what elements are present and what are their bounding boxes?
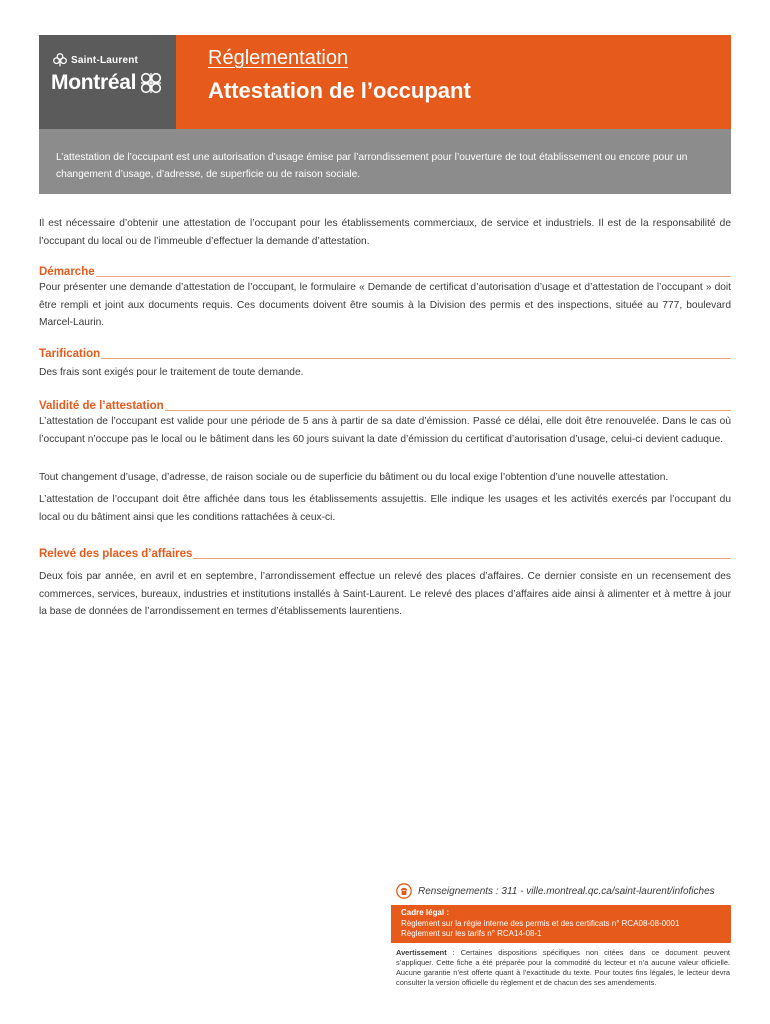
section-title-demarche [39,263,731,279]
phone-icon [396,883,412,899]
logo-small [53,53,138,67]
validite-paragraph-3: L’attestation de l’occupant doit être affichée dans tous les établissements assujettis. Elle indique les usages et les activités exercés par l’occupant du local ou du bâtiment ainsi que les conditions rattachées à ceux-ci. [39,494,731,523]
releve-paragraph: Deux fois par année, en avril et en septembre, l’arrondissement effectue un relevé des places d’affaires. Ce dernier consiste en un recensement des commerces, services, bureaux, industries et institutions installés à Saint-Laurent. Le relevé des places d’affaires aide ainsi à alimenter et à mettre à jour la base de données de l’arrondissement en termes d’établissements laurentiens. [39,571,731,617]
logo-main-text: Montréal [51,71,137,94]
section-divider [96,276,731,277]
montreal-flower-icon [139,71,163,95]
section-divider [193,558,731,559]
page-title: Attestation de l’occupant [208,78,471,103]
logo-main [51,71,163,95]
contact-row [396,883,715,899]
flower-small-icon [53,53,67,67]
legal-title: Cadre légal : [401,908,450,917]
warning-label: Avertissement [396,948,447,957]
tarification-paragraph: Des frais sont exigés pour le traitement de toute demande. [39,367,304,378]
section-title-tarification [39,345,731,361]
section-title-text: Tarification [39,348,101,360]
legal-line-2: Règlement sur les tarifs n° RCA14-08-1 [401,929,542,938]
validite-paragraph-2: Tout changement d’usage, d’adresse, de raison sociale ou de superficie du bâtiment ou du local exige l’obtention d’une nouvelle attestation. [39,472,669,483]
warning-text [396,948,730,988]
section-divider [165,410,731,411]
section-title-releve [39,545,731,561]
section-title-validite [39,397,731,413]
section-title-text: Relevé des places d’affaires [39,548,193,560]
demarche-paragraph: Pour présenter une demande d’attestation de l’occupant, le formulaire « Demande de certificat d’autorisation d’usage et d’attestation de l’occupant » doit être rempli et joint aux documents requis. Ces documents doivent être soumis à la Division des permis et des inspections, située au 777, boulevard Marcel-Laurin. [39,282,731,328]
lead-paragraph: Il est nécessaire d’obtenir une attestation de l’occupant pour les établissements commerciaux, de service et industriels. Il est de la responsabilité de l’occupant du local ou de l’immeuble d’effectuer la demande d’attestation. [39,218,731,247]
intro-box: L’attestation de l’occupant est une autorisation d’usage émise par l’arrondissement pour l’ouverture de tout établissement ou encore pour un changement d’usage, d’adresse, de superficie ou de raison sociale. [39,129,731,194]
logo-small-text: Saint-Laurent [71,54,139,66]
section-title-text: Démarche [39,266,95,278]
contact-text: Renseignements : 311 - ville.montreal.qc.ca/saint-laurent/infofiches [418,885,715,897]
legal-line-1: Règlement sur la régie interne des permis et des certificats n° RCA08-08-0001 [401,918,680,928]
section-title-text: Validité de l’attestation [39,400,164,412]
legal-box [391,905,731,943]
logo [39,35,176,129]
category-title: Réglementation [208,47,349,69]
title-banner [176,35,731,129]
validite-paragraph-1: L’attestation de l’occupant est valide pour une période de 5 ans à partir de sa date d’émission. Passé ce délai, elle doit être renouvelée. Dans le cas où l’occupant n’occupe pas le local ou le bâtiment dans les 60 jours suivant la date d’émission du certificat d’autorisation d’usage, celui-ci devient caduque. [39,416,731,445]
section-divider [101,358,731,359]
warning-body: : Certaines dispositions spécifiques non citées dans ce document peuvent s’appliquer. Cette fiche a été préparée pour la commodité du lecteur et n’a aucune valeur officielle. Aucune garantie n’est offerte quant à l’exactitude du texte. Pour toutes fins légales, le lecteur devra consulter la version officielle du règlement et de chacun des ses amendements. [396,948,730,987]
page-header [39,35,731,129]
